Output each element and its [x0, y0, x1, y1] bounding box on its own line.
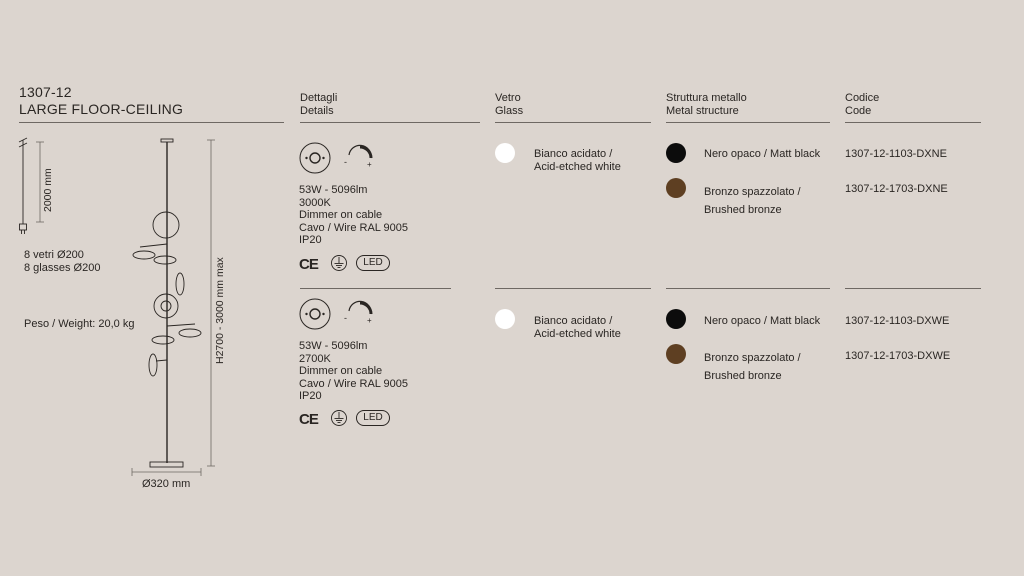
- title-divider: [19, 122, 284, 123]
- height-label: H2700 - 3000 mm max: [214, 257, 226, 364]
- finish-swatch-matt-black: [666, 309, 686, 329]
- row-divider-metal: [666, 288, 830, 289]
- dimmer-plus-icon: +: [367, 160, 372, 169]
- cable-length-label: 2000 mm: [42, 168, 54, 212]
- finish-swatch-brushed-bronze: [666, 344, 686, 364]
- ground-icon: [330, 254, 348, 272]
- header-metal: Struttura metallo Metal structure: [666, 92, 747, 117]
- glass-label-1: Bianco acidato / Acid-etched white: [534, 148, 621, 173]
- header-divider-code: [845, 122, 981, 123]
- header-details: Dettagli Details: [300, 92, 338, 117]
- glasses-count-label: 8 vetri Ø200 8 glasses Ø200: [24, 249, 101, 274]
- dimmer-minus-icon: -: [344, 157, 347, 167]
- row-divider-code: [845, 288, 981, 289]
- dimmer-ramp-icon: [343, 144, 377, 168]
- product-code-bronze-1: 1307-12-1703-DXNE: [845, 183, 948, 195]
- product-code: 1307-12: [19, 84, 72, 100]
- header-glass: Vetro Glass: [495, 92, 524, 117]
- dimmer-knob-icon: [298, 297, 332, 331]
- led-badge-icon: LED: [356, 410, 390, 426]
- header-code: Codice Code: [845, 92, 880, 117]
- ce-mark-icon: CE: [299, 411, 318, 428]
- finish-label-bronze-2: Bronzo spazzolato / Brushed bronze: [704, 352, 801, 382]
- finish-swatch-brushed-bronze: [666, 178, 686, 198]
- ce-mark-icon: CE: [299, 256, 318, 273]
- product-code-black-1: 1307-12-1103-DXNE: [845, 148, 947, 160]
- specs-text-2: 53W - 5096lm 2700K Dimmer on cable Cavo / Wire RAL 9005 IP20: [299, 340, 409, 402]
- dimmer-plus-icon: +: [367, 316, 372, 325]
- header-divider-details: [300, 122, 480, 123]
- ground-icon: [330, 409, 348, 427]
- glass-swatch-white: [495, 143, 515, 163]
- product-code-bronze-2: 1307-12-1703-DXWE: [845, 350, 951, 362]
- finish-label-black-2: Nero opaco / Matt black: [704, 315, 821, 327]
- finish-label-bronze-1: Bronzo spazzolato / Brushed bronze: [704, 186, 801, 216]
- dimmer-minus-icon: -: [344, 313, 347, 323]
- cable-plug-icon: [14, 136, 44, 246]
- glass-label-2: Bianco acidato / Acid-etched white: [534, 315, 621, 340]
- product-code-black-2: 1307-12-1103-DXWE: [845, 315, 950, 327]
- header-divider-glass: [495, 122, 651, 123]
- weight-label: Peso / Weight: 20,0 kg: [24, 318, 135, 330]
- finish-swatch-matt-black: [666, 143, 686, 163]
- dimmer-knob-icon: [298, 141, 332, 175]
- specs-text-1: 53W - 5096lm 3000K Dimmer on cable Cavo / Wire RAL 9005 IP20: [299, 184, 409, 246]
- lamp-drawing: [125, 136, 215, 476]
- glass-swatch-white: [495, 309, 515, 329]
- base-diameter-label: Ø320 mm: [142, 478, 191, 490]
- dimmer-ramp-icon: [343, 300, 377, 324]
- finish-label-black-1: Nero opaco / Matt black: [704, 148, 821, 160]
- led-badge-icon: LED: [356, 255, 390, 271]
- row-divider-details: [300, 288, 451, 289]
- row-divider-glass: [495, 288, 651, 289]
- header-divider-metal: [666, 122, 830, 123]
- product-name: LARGE FLOOR-CEILING: [19, 101, 184, 117]
